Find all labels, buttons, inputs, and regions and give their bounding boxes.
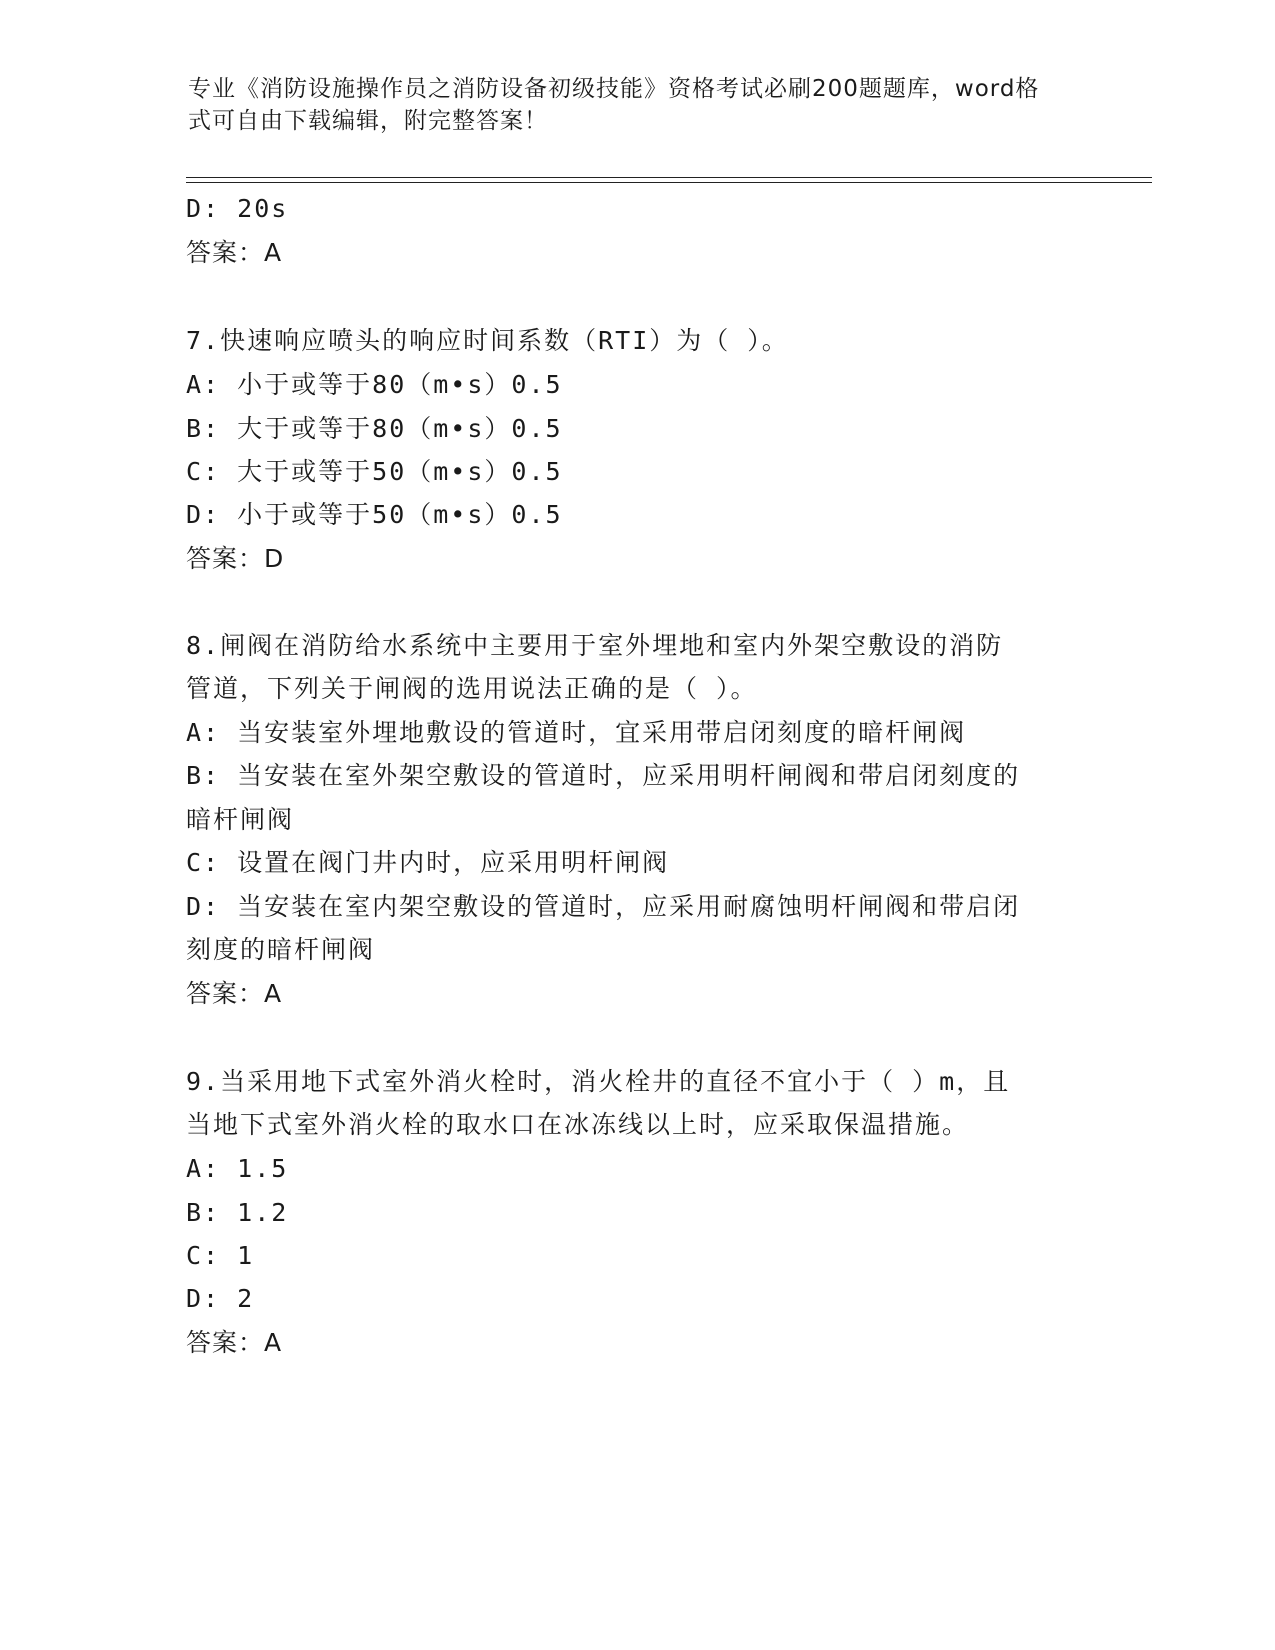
header-divider-bottom — [186, 182, 1152, 183]
q9-option-d: D: 2 — [186, 1284, 255, 1313]
q9-stem-line-2: 当地下式室外消火栓的取水口在冰冻线以上时，应采取保温措施。 — [186, 1110, 970, 1139]
q8-option-b-line-1: B: 当安装在室外架空敷设的管道时，应采用明杆闸阀和带启闭刻度的 — [186, 761, 1021, 790]
q9-option-a: A: 1.5 — [186, 1154, 289, 1183]
q8-option-d-line-2: 刻度的暗杆闸阀 — [186, 935, 376, 964]
q6-option-d: D: 20s — [186, 194, 289, 223]
q8-stem-line-2: 管道，下列关于闸阀的选用说法正确的是（ ）。 — [186, 674, 758, 703]
q9-option-c: C: 1 — [186, 1241, 255, 1270]
q8-answer: 答案：A — [186, 979, 283, 1008]
q7-stem: 7.快速响应喷头的响应时间系数（RTI）为（ ）。 — [186, 326, 789, 355]
q7-option-b: B: 大于或等于80（m•s）0.5 — [186, 414, 563, 443]
q7-option-d: D: 小于或等于50（m•s）0.5 — [186, 500, 563, 529]
q9-answer: 答案：A — [186, 1328, 283, 1357]
document-header — [188, 73, 1088, 137]
header-title-line-1: 专业《消防设施操作员之消防设备初级技能》资格考试必刷200题题库，word格 — [188, 76, 1040, 102]
header-divider-top — [186, 177, 1152, 178]
q7-option-c: C: 大于或等于50（m•s）0.5 — [186, 457, 563, 486]
q8-option-a: A: 当安装室外埋地敷设的管道时，宜采用带启闭刻度的暗杆闸阀 — [186, 718, 967, 747]
q8-option-c: C: 设置在阀门井内时，应采用明杆闸阀 — [186, 848, 670, 877]
q6-answer: 答案：A — [186, 238, 283, 267]
q8-option-d-line-1: D: 当安装在室内架空敷设的管道时，应采用耐腐蚀明杆闸阀和带启闭 — [186, 892, 1021, 921]
q9-option-b: B: 1.2 — [186, 1198, 289, 1227]
q8-option-b-line-2: 暗杆闸阀 — [186, 805, 295, 834]
q9-stem-line-1: 9.当采用地下式室外消火栓时，消火栓井的直径不宜小于（ ）m，且 — [186, 1067, 1011, 1096]
q7-answer: 答案：D — [186, 544, 285, 573]
q7-option-a: A: 小于或等于80（m•s）0.5 — [186, 370, 563, 399]
q8-stem-line-1: 8.闸阀在消防给水系统中主要用于室外埋地和室内外架空敷设的消防 — [186, 631, 1004, 660]
header-title-line-2: 式可自由下载编辑，附完整答案！ — [188, 108, 548, 134]
